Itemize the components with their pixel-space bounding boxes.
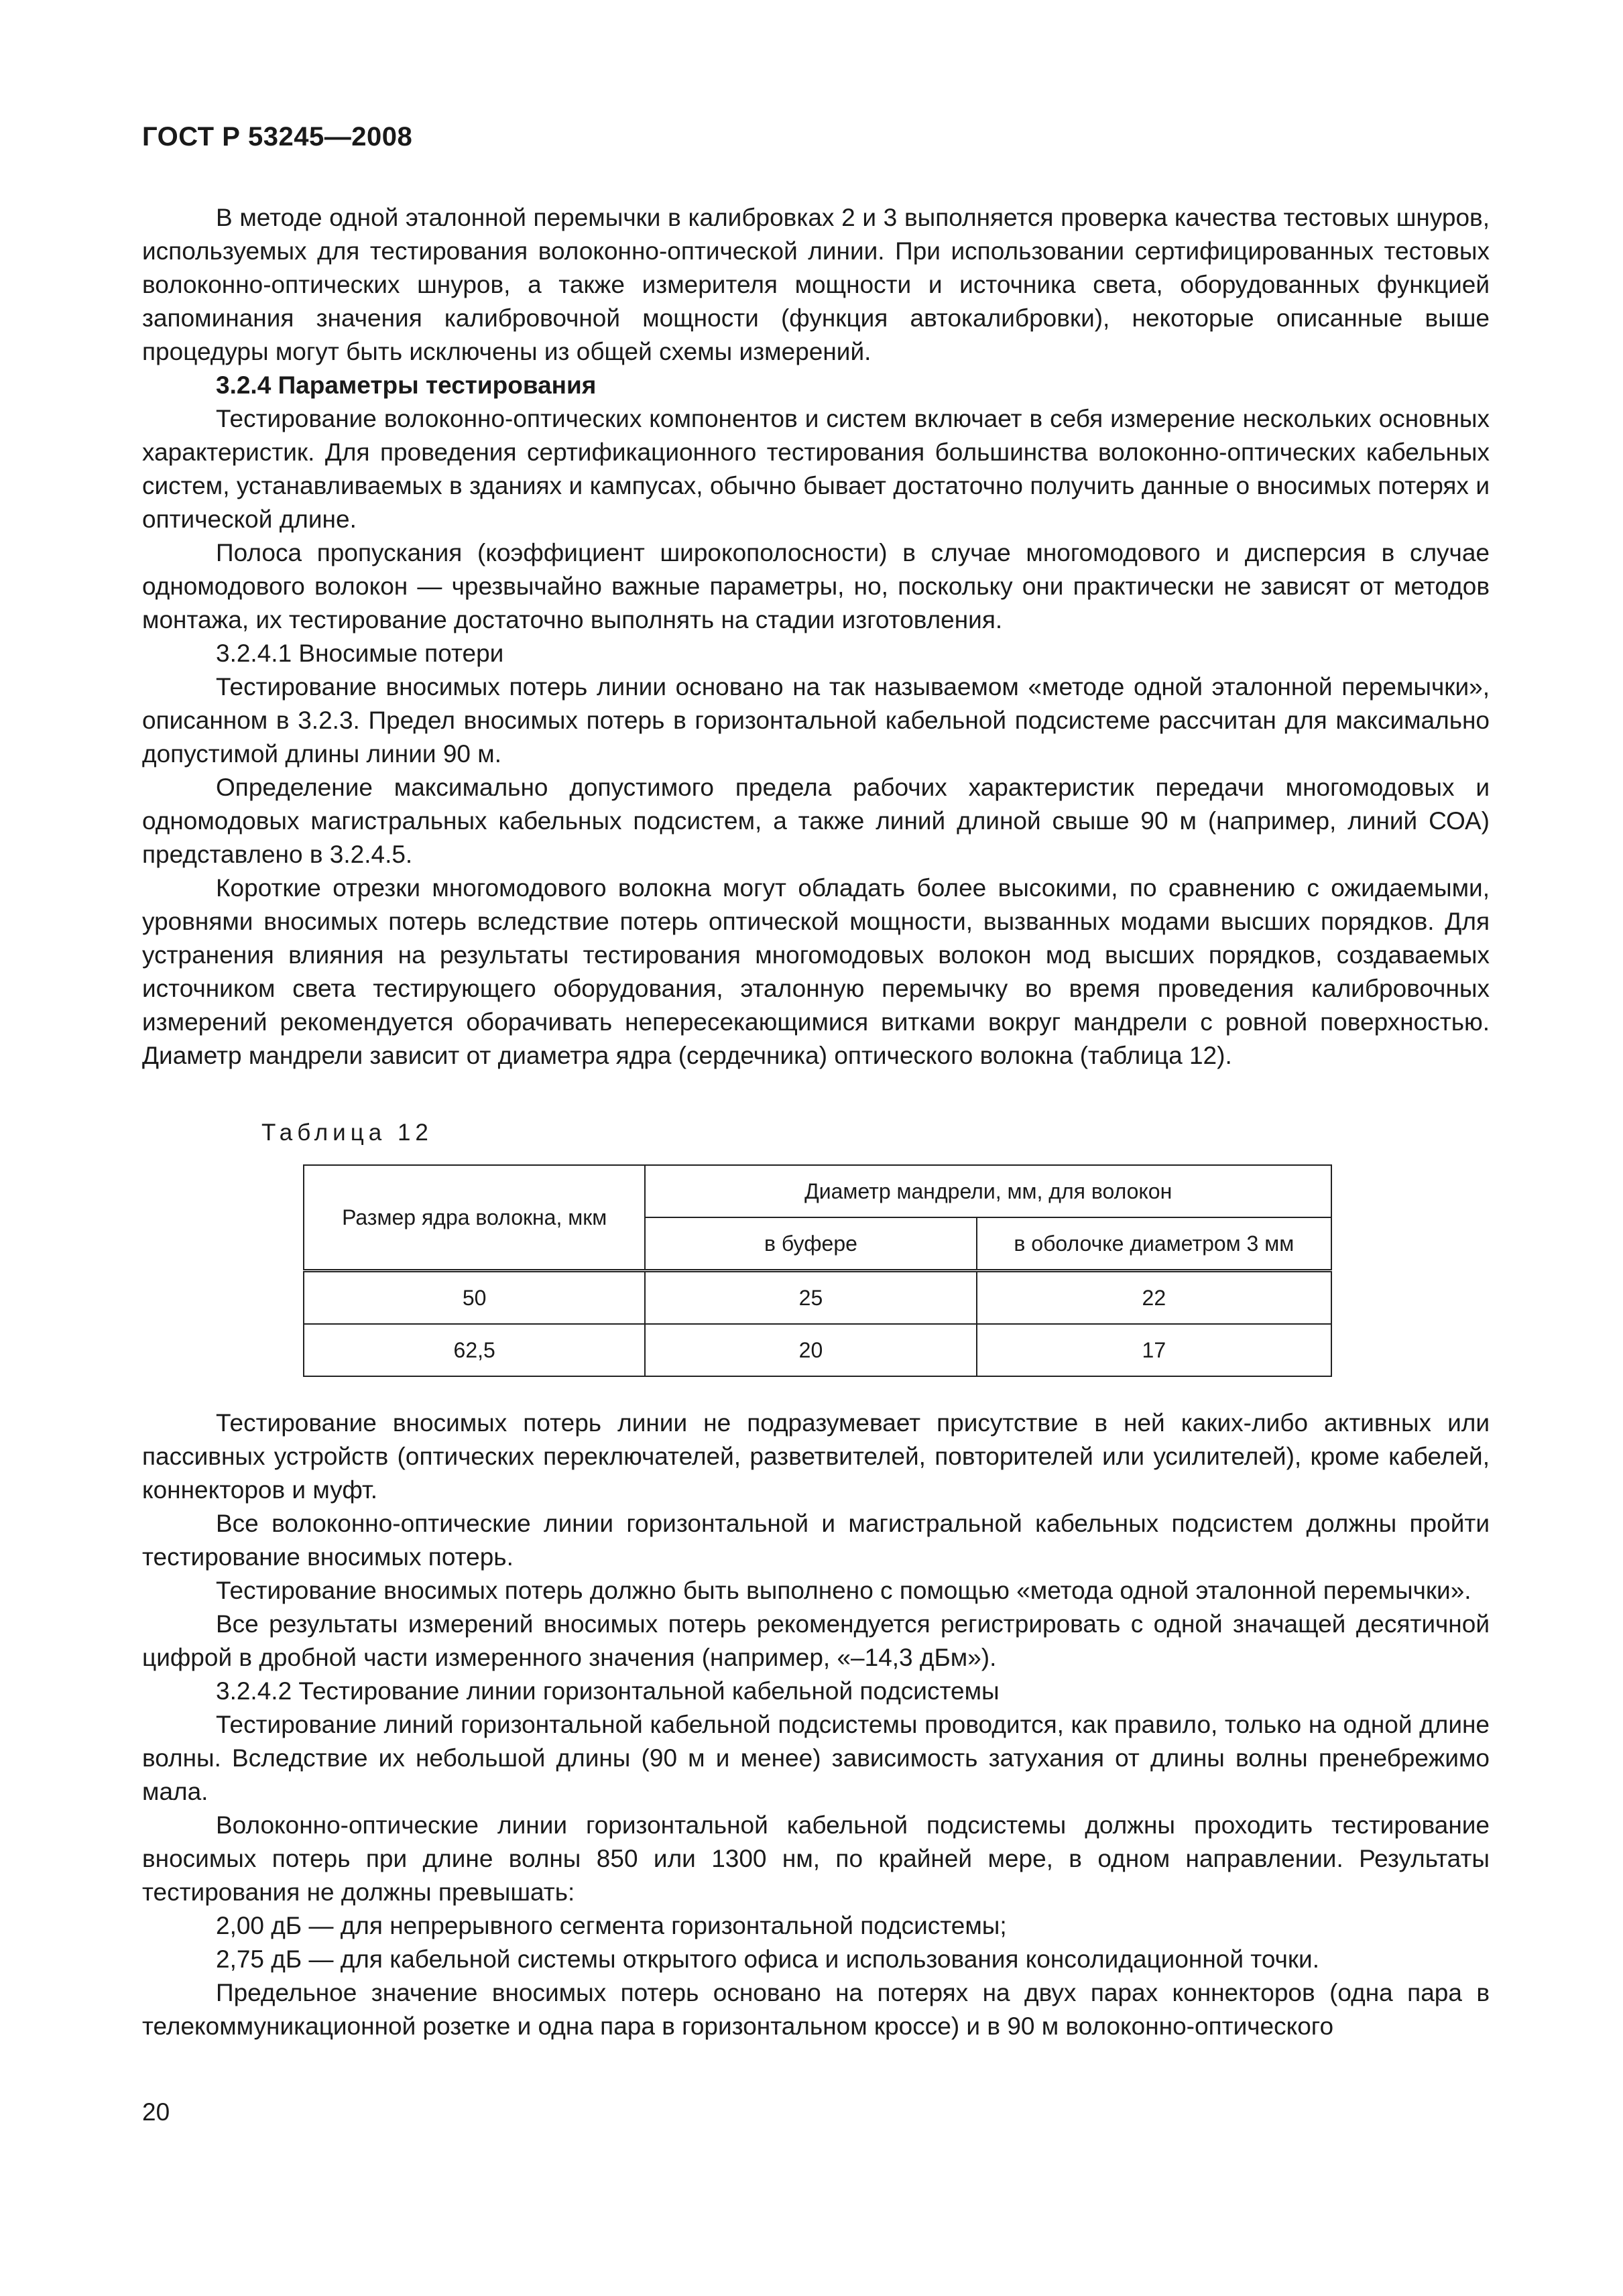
text-block-upper: [142, 201, 1490, 1073]
table-header-row: [304, 1165, 1331, 1217]
list-item: 2,00 дБ — для непрерывного сегмента горизонтальной подсистемы;: [216, 1912, 1007, 1939]
paragraph: Тестирование линий горизонтальной кабельной подсистемы проводится, как правило, только на одной длине волны. Вследствие их небольшой длины (90 м и менее) зависимость затухания от длины волны пренебрежимо мала.: [142, 1711, 1490, 1805]
section-heading: 3.2.4 Параметры тестирования: [216, 371, 597, 399]
paragraph: Тестирование вносимых потерь линии не подразумевает присутствие в ней каких-либо активных или пассивных устройств (оптических переключателей, разветвителей, повторителей или усилителей), кроме кабелей, коннекторов и муфт.: [142, 1409, 1490, 1504]
table-row: [304, 1271, 1331, 1325]
table-cell: 20: [645, 1324, 976, 1376]
table-cell: 17: [977, 1324, 1331, 1376]
table-cell: 62,5: [304, 1324, 645, 1376]
list-item: 2,75 дБ — для кабельной системы открытого офиса и использования консолидационной точки.: [216, 1945, 1319, 1973]
subsection-heading: 3.2.4.1 Вносимые потери: [216, 640, 504, 667]
table-cell: 50: [304, 1271, 645, 1325]
paragraph: Предельное значение вносимых потерь основано на потерях на двух парах коннекторов (одна пара в телекоммуникационной розетке и одна пара в горизонтальном кроссе) и в 90 м волоконно-оптического: [142, 1979, 1490, 2040]
paragraph: Тестирование вносимых потерь линии основано на так называемом «методе одной эталонной перемычки», описанном в 3.2.3. Предел вносимых потерь в горизонтальной кабельной подсистеме рассчитан для максимально допустимой длины линии 90 м.: [142, 673, 1490, 768]
paragraph: Определение максимально допустимого предела рабочих характеристик передачи многомодовых и одномодовых магистральных кабельных подсистем, а также линий длиной свыше 90 м (например, линий СОА) представлено в 3.2.4.5.: [142, 774, 1490, 868]
page-number: 20: [142, 2098, 170, 2126]
subsection-heading: 3.2.4.2 Тестирование линии горизонтальной кабельной подсистемы: [216, 1677, 1000, 1705]
paragraph: Все волоконно-оптические линии горизонтальной и магистральной кабельных подсистем должны пройти тестирование вносимых потерь.: [142, 1510, 1490, 1571]
paragraph: Тестирование вносимых потерь должно быть выполнено с помощью «метода одной эталонной перемычки».: [216, 1577, 1471, 1604]
paragraph: Короткие отрезки многомодового волокна могут обладать более высокими, по сравнению с ожидаемыми, уровнями вносимых потерь вследствие потерь оптической мощности, вызванных модами высших порядков. Для устранения влияния на результаты тестирования многомодовых волокон мод высших порядков, создаваемых источником света тестирующего оборудования, эталонную перемычку во время проведения калибровочных измерений рекомендуется оборачивать непересекающимися витками вокруг мандрели с ровной поверхностью. Диаметр мандрели зависит от диаметра ядра (сердечника) оптического волокна (таблица 12).: [142, 874, 1490, 1069]
table-header-mandrel-diameter: Диаметр мандрели, мм, для волокон: [645, 1165, 1331, 1217]
paragraph: Тестирование волоконно-оптических компонентов и систем включает в себя измерение нескольких основных характеристик. Для проведения сертификационного тестирования большинства волоконно-оптических кабельных систем, устанавливаемых в зданиях и кампусах, обычно бывает достаточно получить данные о вносимых потерях и оптической длине.: [142, 405, 1490, 533]
paragraph: Все результаты измерений вносимых потерь рекомендуется регистрировать с одной значащей десятичной цифрой в дробной части измеренного значения (например, «–14,3 дБм»).: [142, 1610, 1490, 1671]
paragraph: Полоса пропускания (коэффициент широкополосности) в случае многомодового и дисперсия в случае одномодового волокон — чрезвычайно важные параметры, но, поскольку они практически не зависят от методов монтажа, их тестирование достаточно выполнять на стадии изготовления.: [142, 539, 1490, 633]
paragraph: В методе одной эталонной перемычки в калибровках 2 и 3 выполняется проверка качества тестовых шнуров, используемых для тестирования волоконно-оптической линии. При использовании сертифицированных тестовых волоконно-оптических шнуров, а также измерителя мощности и источника света, оборудованных функцией запоминания значения калибровочной мощности (функция автокалибровки), некоторые описанные выше процедуры могут быть исключены из общей схемы измерений.: [142, 204, 1490, 365]
table-caption: Таблица 12: [261, 1120, 433, 1146]
table-cell: 25: [645, 1271, 976, 1325]
mandrel-diameter-table: [303, 1164, 1332, 1377]
table-header-core-size: Размер ядра волокна, мкм: [304, 1165, 645, 1271]
table-row: [304, 1324, 1331, 1376]
table-subheader-buffer: в буфере: [645, 1217, 976, 1271]
paragraph: Волоконно-оптические линии горизонтальной кабельной подсистемы должны проходить тестирование вносимых потерь при длине волны 850 или 1300 нм, по крайней мере, в одном направлении. Результаты тестирования не должны превышать:: [142, 1811, 1490, 1906]
table-subheader-jacket: в оболочке диаметром 3 мм: [977, 1217, 1331, 1271]
text-block-lower: [142, 1406, 1490, 2043]
table-cell: 22: [977, 1271, 1331, 1325]
document-header: ГОСТ Р 53245—2008: [142, 122, 413, 152]
